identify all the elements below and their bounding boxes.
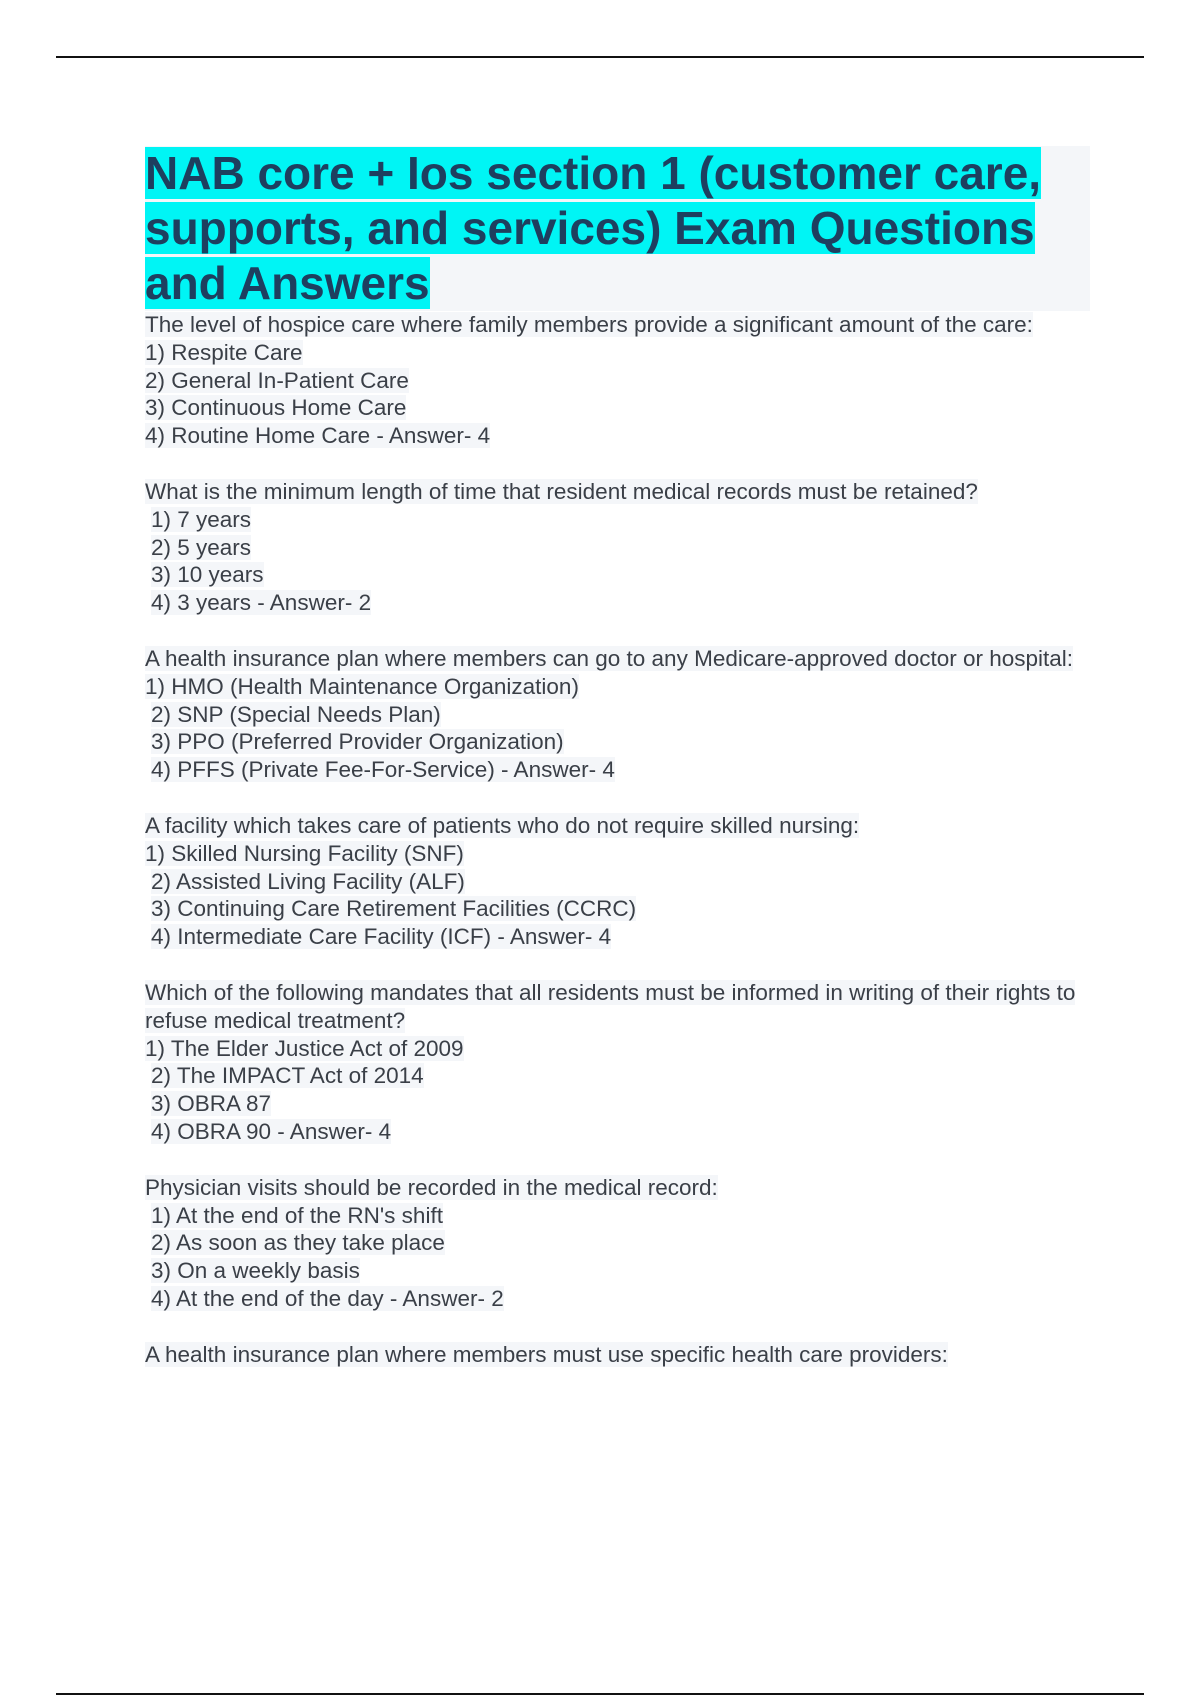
question-text-highlight: Physician visits should be recorded in the medical record: xyxy=(145,1174,718,1200)
question-text xyxy=(145,812,1090,840)
question-block xyxy=(145,979,1090,1146)
answer-option-highlight: 2) The IMPACT Act of 2014 xyxy=(151,1063,424,1089)
answer-option-highlight: 4) Intermediate Care Facility (ICF) - Answer- 4 xyxy=(151,924,612,950)
answer-option xyxy=(145,589,1090,617)
answer-option xyxy=(145,701,1090,729)
answer-option-highlight: 3) Continuous Home Care xyxy=(145,395,407,421)
header-rule xyxy=(56,56,1144,58)
answer-option-highlight: 3) PPO (Preferred Provider Organization) xyxy=(151,729,564,755)
answer-option xyxy=(145,1118,1090,1146)
answer-option xyxy=(145,561,1090,589)
answer-option-highlight: 2) 5 years xyxy=(151,534,252,560)
answer-option xyxy=(145,673,1090,701)
question-text xyxy=(145,311,1090,339)
answer-option xyxy=(145,1285,1090,1313)
answer-option-highlight: 4) 3 years - Answer- 2 xyxy=(151,590,372,616)
answer-option xyxy=(145,1035,1090,1063)
answer-option-highlight: 1) The Elder Justice Act of 2009 xyxy=(145,1035,464,1061)
answer-option xyxy=(145,840,1090,868)
answer-option-highlight: 4) Routine Home Care - Answer- 4 xyxy=(145,423,491,449)
document-title xyxy=(145,146,1090,311)
answer-option xyxy=(145,1202,1090,1230)
answer-option-highlight: 3) 10 years xyxy=(151,562,264,588)
answer-option-highlight: 1) Skilled Nursing Facility (SNF) xyxy=(145,840,464,866)
answer-option xyxy=(145,422,1090,450)
answer-option xyxy=(145,394,1090,422)
answer-option-highlight: 2) As soon as they take place xyxy=(151,1230,445,1256)
question-text xyxy=(145,1174,1090,1202)
title-highlight: NAB core + Ios section 1 (customer care, supports, and services) Exam Questions and Answers xyxy=(145,147,1042,309)
answer-option xyxy=(145,728,1090,756)
question-text-highlight: A facility which takes care of patients who do not require skilled nursing: xyxy=(145,812,860,838)
answer-option xyxy=(145,1090,1090,1118)
question-text-highlight: What is the minimum length of time that resident medical records must be retained? xyxy=(145,478,978,504)
answer-option-highlight: 4) OBRA 90 - Answer- 4 xyxy=(151,1118,392,1144)
answer-option xyxy=(145,1062,1090,1090)
question-block xyxy=(145,1341,1090,1369)
answer-option-highlight: 3) Continuing Care Retirement Facilities (CCRC) xyxy=(151,896,637,922)
question-block xyxy=(145,311,1090,450)
question-text-highlight: Which of the following mandates that all residents must be informed in writing of their rights to refuse medical treatment? xyxy=(145,979,1076,1033)
question-block xyxy=(145,1174,1090,1313)
answer-option-highlight: 1) Respite Care xyxy=(145,339,303,365)
question-text xyxy=(145,979,1090,1035)
answer-option-highlight: 3) On a weekly basis xyxy=(151,1258,360,1284)
document-body xyxy=(145,146,1090,1397)
answer-option-highlight: 2) SNP (Special Needs Plan) xyxy=(151,701,441,727)
footer-rule xyxy=(56,1693,1144,1695)
answer-option-highlight: 1) At the end of the RN's shift xyxy=(151,1202,443,1228)
question-text-highlight: A health insurance plan where members can go to any Medicare-approved doctor or hospital: xyxy=(145,645,1074,671)
answer-option xyxy=(145,534,1090,562)
answer-option xyxy=(145,506,1090,534)
answer-option xyxy=(145,868,1090,896)
answer-option-highlight: 3) OBRA 87 xyxy=(151,1091,272,1117)
question-block xyxy=(145,478,1090,617)
answer-option-highlight: 2) General In-Patient Care xyxy=(145,367,409,393)
answer-option xyxy=(145,895,1090,923)
question-list xyxy=(145,311,1090,1369)
answer-option-highlight: 1) 7 years xyxy=(151,506,252,532)
question-text xyxy=(145,645,1090,673)
answer-option xyxy=(145,367,1090,395)
answer-option xyxy=(145,756,1090,784)
answer-option-highlight: 4) PFFS (Private Fee-For-Service) - Answer- 4 xyxy=(151,757,615,783)
answer-option-highlight: 4) At the end of the day - Answer- 2 xyxy=(151,1285,504,1311)
question-text xyxy=(145,478,1090,506)
answer-option xyxy=(145,923,1090,951)
question-block xyxy=(145,812,1090,951)
question-text xyxy=(145,1341,1090,1369)
answer-option xyxy=(145,339,1090,367)
answer-option-highlight: 1) HMO (Health Maintenance Organization) xyxy=(145,673,579,699)
question-text-highlight: The level of hospice care where family members provide a significant amount of the care: xyxy=(145,312,1033,337)
question-text-highlight: A health insurance plan where members must use specific health care providers: xyxy=(145,1341,948,1367)
answer-option xyxy=(145,1229,1090,1257)
answer-option-highlight: 2) Assisted Living Facility (ALF) xyxy=(151,868,465,894)
answer-option xyxy=(145,1257,1090,1285)
question-block xyxy=(145,645,1090,784)
